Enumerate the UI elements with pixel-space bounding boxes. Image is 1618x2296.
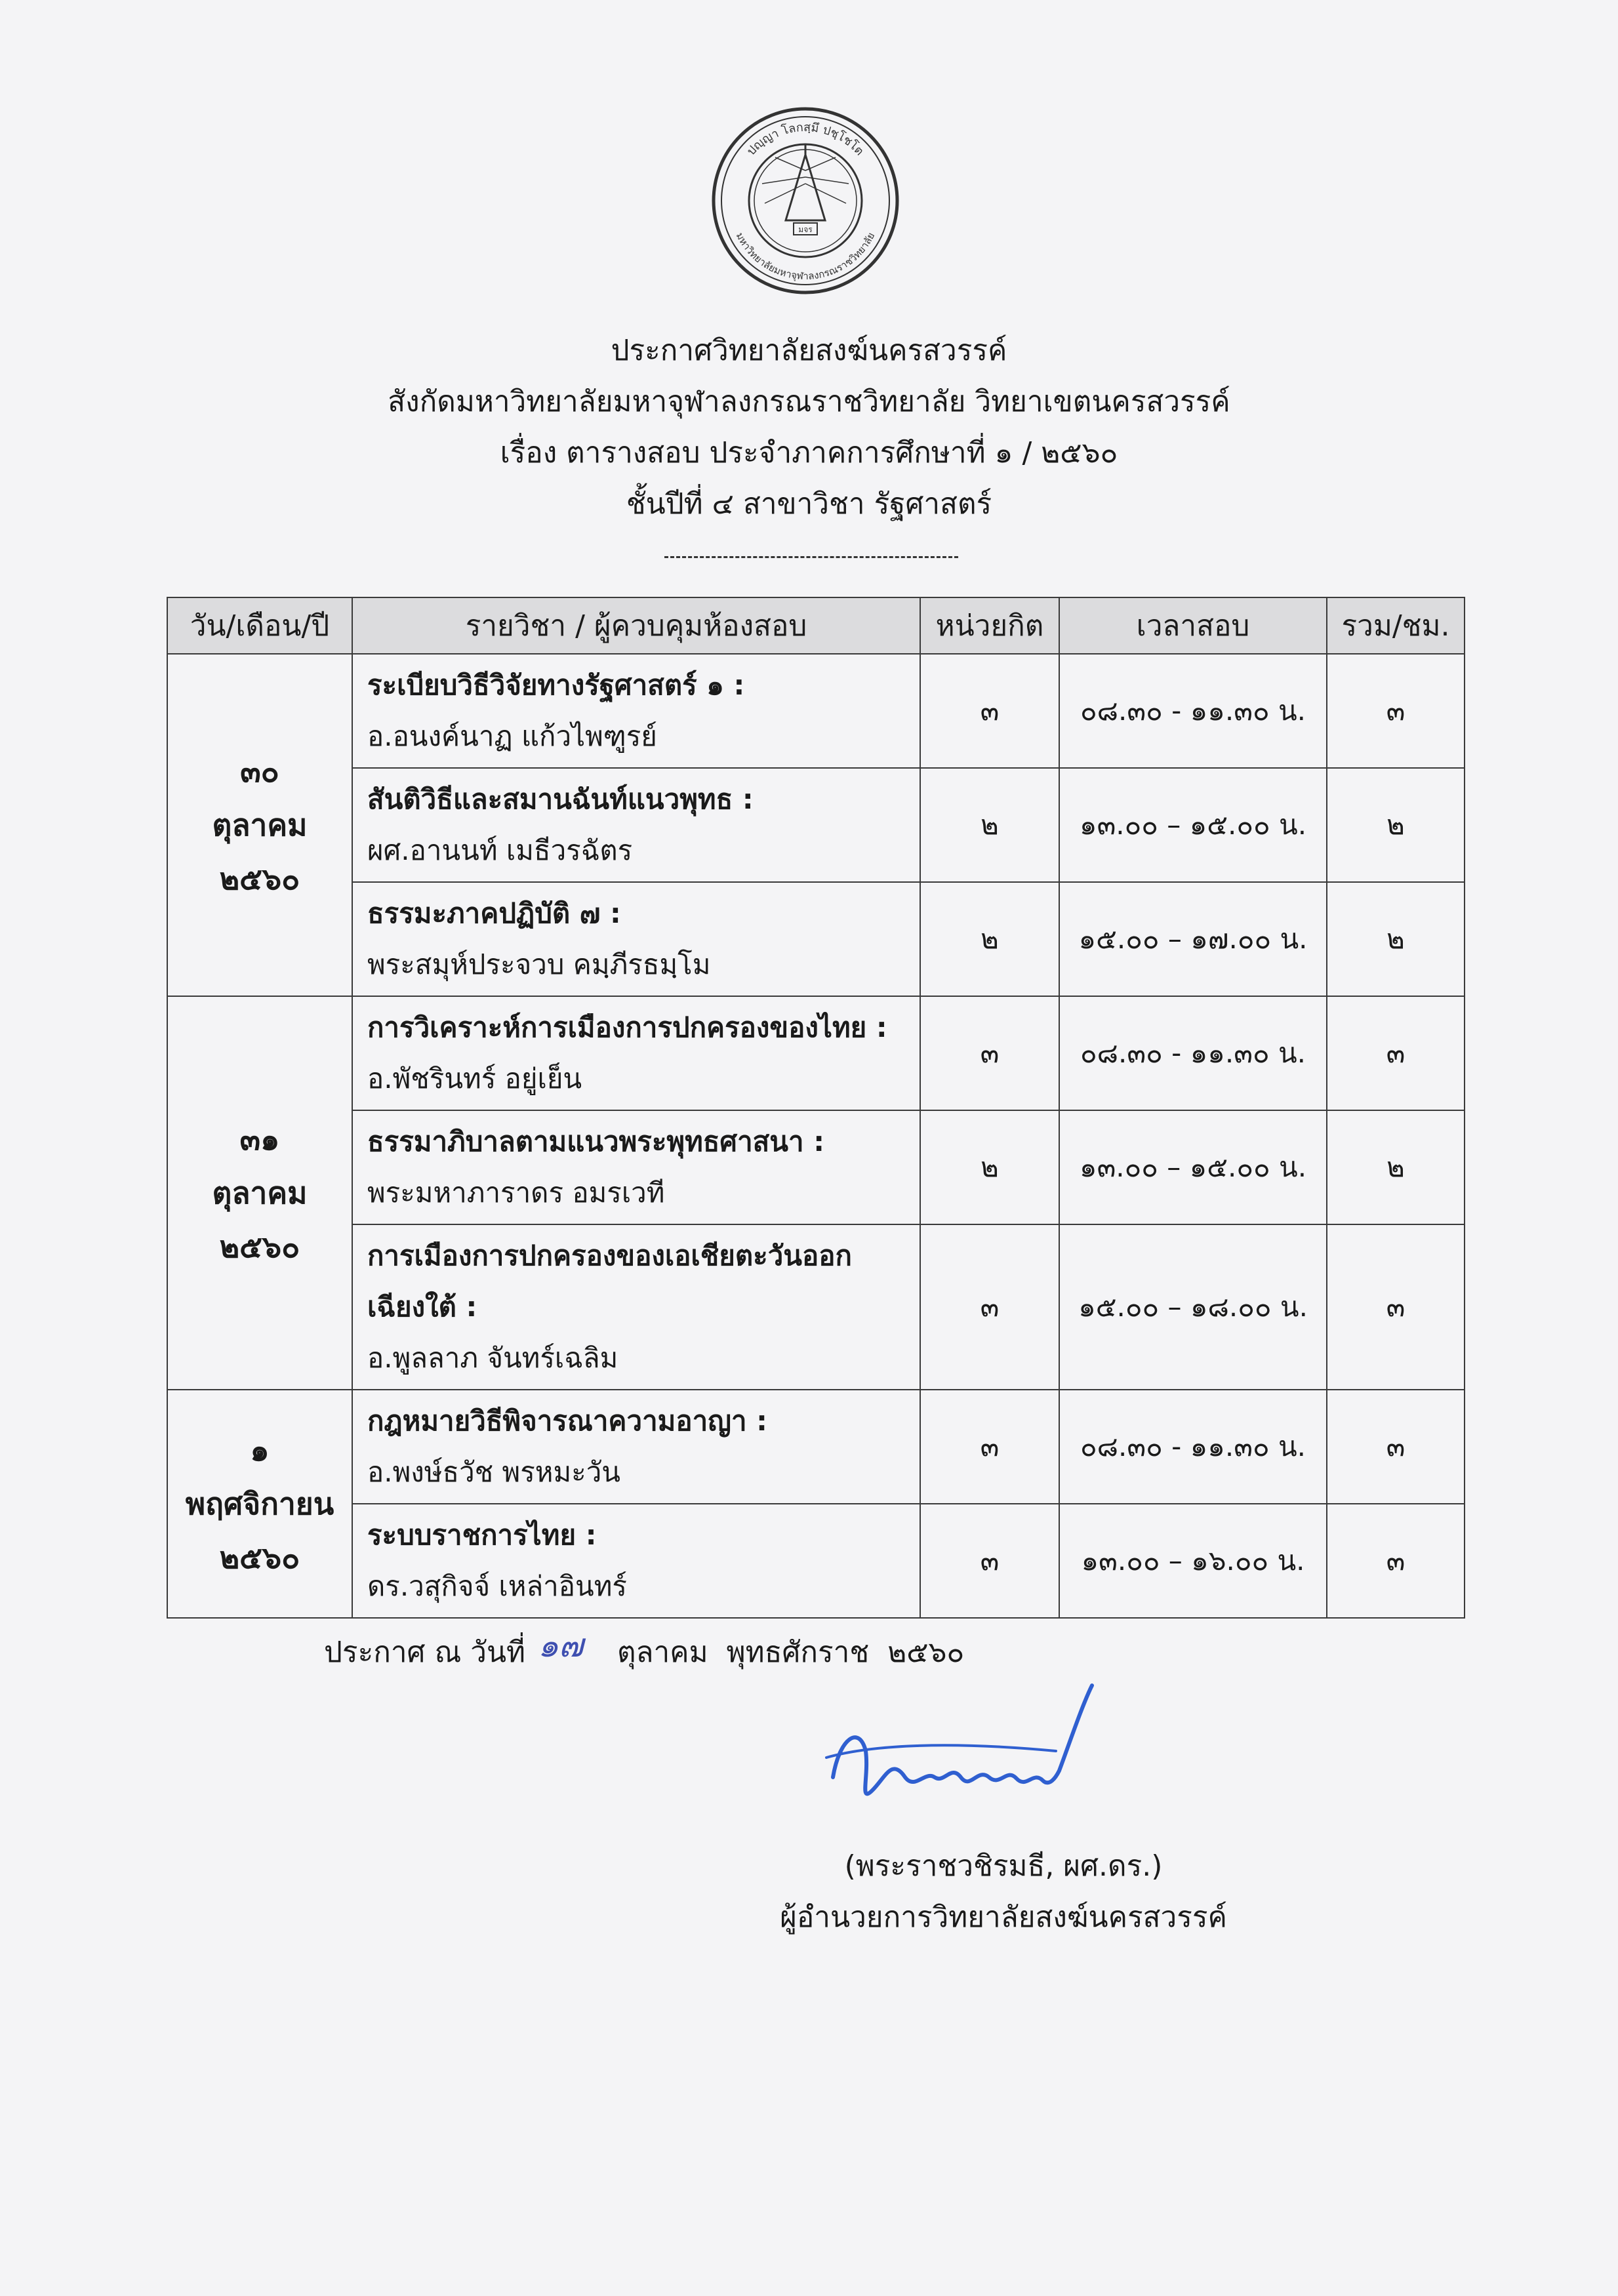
subject-cell <box>352 996 920 1110</box>
proctor-name: ผศ.อานนท์ เมธีวรฉัตร <box>367 834 633 866</box>
proctor-name: อ.พูลลาภ จันทร์เฉลิม <box>367 1342 618 1374</box>
credits-cell: ๓ <box>920 654 1059 768</box>
credits-cell: ๒ <box>920 768 1059 882</box>
table-row <box>167 1224 1465 1390</box>
time-cell: ๐๘.๓๐ - ๑๑.๓๐ น. <box>1059 654 1327 768</box>
hours-cell: ๓ <box>1327 1390 1465 1504</box>
subject-name: ธรรมาภิบาลตามแนวพระพุทธศาสนา : <box>367 1125 824 1158</box>
hours-cell: ๓ <box>1327 654 1465 768</box>
exam-schedule-table <box>167 597 1465 1619</box>
date-year: ๒๕๖๐ <box>219 1540 300 1575</box>
header-hours: รวม/ชม. <box>1327 597 1465 654</box>
date-cell <box>167 654 352 996</box>
hours-cell: ๓ <box>1327 1504 1465 1618</box>
header-line-3: เรื่อง ตารางสอบ ประจำภาคการศึกษาที่ ๑ / ๒๕๖๐ <box>500 436 1118 470</box>
header-line-2: สังกัดมหาวิทยาลัยมหาจุฬาลงกรณราชวิทยาลัย วิทยาเขตนครสวรรค์ <box>388 385 1230 418</box>
date-month: ตุลาคม <box>212 807 308 843</box>
announce-prefix: ประกาศ ณ วันที่ <box>324 1636 526 1669</box>
proctor-name: พระสมุห์ประจวบ คมฺภีรธมฺโม <box>367 948 711 980</box>
signer-title: ผู้อำนวยการวิทยาลัยสงฆ์นครสวรรค์ <box>780 1901 1227 1934</box>
subject-name: ระบบราชการไทย : <box>367 1519 597 1551</box>
time-cell: ๑๓.๐๐ – ๑๕.๐๐ น. <box>1059 1110 1327 1224</box>
hours-cell: ๒ <box>1327 882 1465 996</box>
date-month: พฤศจิกายน <box>185 1486 334 1521</box>
header-time: เวลาสอบ <box>1059 597 1327 654</box>
time-cell: ๑๕.๐๐ – ๑๗.๐๐ น. <box>1059 882 1327 996</box>
header-credits: หน่วยกิต <box>920 597 1059 654</box>
proctor-name: อ.พัชรินทร์ อยู่เย็น <box>367 1062 582 1095</box>
header-date: วัน/เดือน/ปี <box>167 597 352 654</box>
handwritten-signature <box>820 1679 1122 1830</box>
credits-cell: ๓ <box>920 1390 1059 1504</box>
credits-cell: ๓ <box>920 1224 1059 1390</box>
subject-cell <box>352 1224 920 1390</box>
credits-cell: ๒ <box>920 1110 1059 1224</box>
seal-bottom-text: มหาวิทยาลัยมหาจุฬาลงกรณราชวิทยาลัย <box>733 230 878 283</box>
table-row <box>167 1390 1465 1504</box>
signer-name: (พระราชวชิรมธี, ผศ.ดร.) <box>844 1849 1163 1883</box>
subject-cell <box>352 1110 920 1224</box>
date-year: ๒๕๖๐ <box>219 1229 300 1264</box>
subject-name: การเมืองการปกครองของเอเชียตะวันออกเฉียงใต้ : <box>367 1239 852 1323</box>
hours-cell: ๒ <box>1327 768 1465 882</box>
time-cell: ๑๕.๐๐ – ๑๘.๐๐ น. <box>1059 1224 1327 1390</box>
announce-suffix: ตุลาคม พุทธศักราช ๒๕๖๐ <box>617 1636 965 1669</box>
subject-name: ธรรมะภาคปฏิบัติ ๗ : <box>367 897 621 929</box>
header-subject: รายวิชา / ผู้ควบคุมห้องสอบ <box>352 597 920 654</box>
hours-cell: ๓ <box>1327 1224 1465 1390</box>
time-cell: ๑๓.๐๐ – ๑๕.๐๐ น. <box>1059 768 1327 882</box>
proctor-name: พระมหาภาราดร อมรเวที <box>367 1177 665 1209</box>
table-row <box>167 1110 1465 1224</box>
credits-cell: ๓ <box>920 1504 1059 1618</box>
credits-cell: ๓ <box>920 996 1059 1110</box>
hours-cell: ๒ <box>1327 1110 1465 1224</box>
header-line-1: ประกาศวิทยาลัยสงฆ์นครสวรรค์ <box>611 334 1007 367</box>
table-row <box>167 768 1465 882</box>
header-line-4: ชั้นปีที่ ๔ สาขาวิชา รัฐศาสตร์ <box>626 487 992 521</box>
table-row <box>167 996 1465 1110</box>
university-seal <box>710 105 901 296</box>
table-row <box>167 882 1465 996</box>
date-day: ๑ <box>250 1432 270 1468</box>
proctor-name: อ.อนงค์นาฏ แก้วไพฑูรย์ <box>367 720 657 752</box>
seal-top-text: ปญฺญา โลกสฺมึ ปชฺโชโต <box>744 120 867 159</box>
date-day: ๓๐ <box>240 754 279 789</box>
subject-name: การวิเคราะห์การเมืองการปกครองของไทย : <box>367 1011 887 1043</box>
subject-cell <box>352 1390 920 1504</box>
time-cell: ๐๘.๓๐ - ๑๑.๓๐ น. <box>1059 996 1327 1110</box>
header-divider <box>664 556 958 558</box>
date-year: ๒๕๖๐ <box>219 861 300 896</box>
hours-cell: ๓ <box>1327 996 1465 1110</box>
subject-cell <box>352 882 920 996</box>
seal-center-text: มจร <box>798 225 813 234</box>
credits-cell: ๒ <box>920 882 1059 996</box>
subject-name: ระเบียบวิธีวิจัยทางรัฐศาสตร์ ๑ : <box>367 669 745 701</box>
table-header-row <box>167 597 1465 654</box>
handwritten-day: ๑๗ <box>538 1626 584 1664</box>
proctor-name: ดร.วสุกิจจ์ เหล่าอินทร์ <box>367 1570 627 1602</box>
subject-cell <box>352 1504 920 1618</box>
proctor-name: อ.พงษ์ธวัช พรหมะวัน <box>367 1456 620 1488</box>
date-cell <box>167 1390 352 1618</box>
date-cell <box>167 996 352 1390</box>
subject-cell <box>352 768 920 882</box>
subject-name: กฎหมายวิธีพิจารณาความอาญา : <box>367 1405 767 1437</box>
subject-cell <box>352 654 920 768</box>
date-day: ๓๑ <box>239 1121 280 1157</box>
announcement-date <box>324 1629 964 1675</box>
table-row <box>167 1504 1465 1618</box>
subject-name: สันติวิธีและสมานฉันท์แนวพุทธ : <box>367 783 754 815</box>
date-month: ตุลาคม <box>212 1175 308 1211</box>
time-cell: ๑๓.๐๐ – ๑๖.๐๐ น. <box>1059 1504 1327 1618</box>
time-cell: ๐๘.๓๐ - ๑๑.๓๐ น. <box>1059 1390 1327 1504</box>
table-row <box>167 654 1465 768</box>
